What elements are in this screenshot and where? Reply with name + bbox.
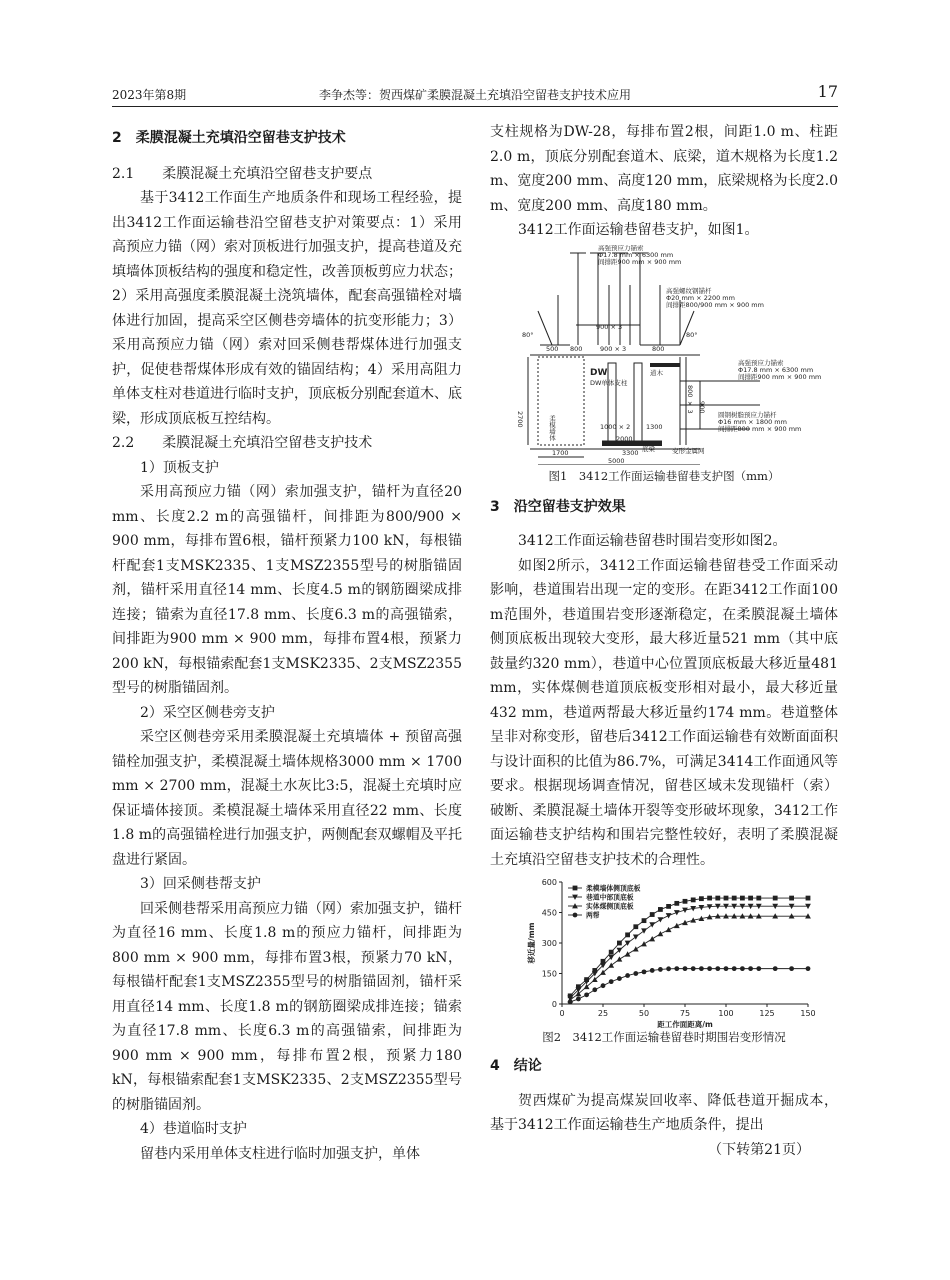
- label: 道木: [650, 368, 663, 377]
- section-2-heading: 2 柔膜混凝土充填沿空留巷支护技术: [112, 130, 346, 146]
- data-point: [617, 941, 622, 946]
- paragraph: 贺西煤矿为提高煤炭回收率、降低巷道开掘成本，基于3412工作面运输巷生产地质条件，提出: [490, 1092, 838, 1133]
- data-point: [674, 966, 679, 971]
- label: 间排距800/900 mm × 900 mm: [666, 300, 764, 309]
- label: 2000: [616, 434, 633, 443]
- subheading-goaf: 2）采空区侧巷旁支护: [140, 704, 275, 721]
- x-tick-label: 100: [718, 1009, 734, 1018]
- data-point: [573, 886, 578, 891]
- data-point: [625, 973, 630, 978]
- section-2-1-heading: 2.1 柔膜混凝土充填沿空留巷支护要点: [112, 165, 373, 182]
- label: 500: [546, 344, 559, 353]
- paragraph: 采用高预应力锚（网）索加强支护，锚杆为直径20 mm、长度2.2 m的高强锚杆，间排距为800/900 × 900 mm，每排布置6根，锚杆预紧力100 kN，每根锚杆配套1支MSK2335、1支MSZ2355型号的树脂锚固剂，锚杆采用直径14 mm、长度4.5 m的钢筋圈梁成排连接；锚索为直径17.8 mm、长度6.3 m的高强锚索，间排距为900 mm × 900 mm，每排布置4根，预紧力200 kN，每根锚索配套1支MSK2335、2支MSZ2355型号的树脂锚固剂。: [112, 484, 462, 696]
- label: 800 × 3: [686, 384, 694, 414]
- x-tick-label: 75: [679, 1009, 691, 1018]
- data-point: [576, 997, 581, 1002]
- label: 800: [570, 344, 583, 353]
- subheading-temp: 4）巷道临时支护: [140, 1121, 247, 1137]
- data-point: [568, 1000, 573, 1005]
- data-point: [584, 992, 589, 997]
- continued-note: （下转第21页）: [708, 1141, 810, 1158]
- running-header: [112, 82, 838, 106]
- label: 变形金属网: [672, 446, 705, 455]
- label: 高强螺纹钢锚杆: [666, 286, 712, 295]
- figure-2-caption: 图2 3412工作面运输巷留巷时期围岩变形情况: [542, 1030, 786, 1044]
- y-tick-label: 150: [541, 969, 557, 979]
- legend-label: 实体煤侧顶底板: [586, 902, 634, 911]
- data-point: [633, 924, 638, 929]
- label: DW单体支柱: [590, 378, 628, 387]
- data-point: [732, 896, 737, 901]
- data-point: [625, 951, 631, 956]
- data-point: [773, 966, 778, 971]
- section-2-2-heading: 2.2 柔膜混凝土充填沿空留巷支护技术: [112, 435, 373, 451]
- data-point: [658, 967, 663, 972]
- data-point: [641, 928, 647, 933]
- label: 间排距800 mm × 900 mm: [718, 424, 802, 433]
- dw-prop-b: [634, 363, 642, 441]
- data-point: [724, 896, 729, 901]
- y-tick-label: 600: [541, 878, 557, 887]
- data-point: [724, 966, 729, 971]
- label: 间排距900 mm × 900 mm: [598, 257, 682, 266]
- data-point: [633, 946, 639, 951]
- data-point: [756, 896, 761, 901]
- data-point: [658, 917, 664, 922]
- data-point: [617, 956, 623, 961]
- data-point: [707, 896, 712, 901]
- data-point: [592, 987, 597, 992]
- label: 80°: [522, 330, 534, 339]
- figure-2-deformation-chart: [490, 876, 838, 1028]
- data-point: [666, 927, 672, 932]
- data-point: [674, 910, 680, 915]
- y-axis-title: 移近量/mm: [527, 922, 536, 964]
- x-axis-title: 距工作面距离/m: [657, 1020, 713, 1028]
- data-point: [649, 936, 655, 941]
- label: 3300: [622, 448, 639, 457]
- label: 1300: [646, 422, 663, 431]
- label: 900 × 3: [600, 344, 627, 353]
- subheading-rib: 3）回采侧巷帮支护: [140, 876, 261, 892]
- data-point: [642, 918, 647, 923]
- x-tick-label: 50: [638, 1009, 650, 1018]
- label: 1000 × 2: [600, 422, 631, 431]
- data-point: [650, 968, 655, 973]
- data-point: [773, 896, 778, 901]
- x-tick-label: 150: [800, 1009, 816, 1018]
- data-point: [691, 966, 696, 971]
- article-running-title: 李争杰等：贺西煤矿柔膜混凝土充填沿空留巷支护技术应用: [318, 88, 631, 102]
- y-tick-label: 300: [541, 939, 557, 948]
- data-point: [642, 969, 647, 974]
- data-point: [707, 966, 712, 971]
- label: 底梁: [642, 444, 655, 453]
- data-point: [732, 966, 737, 971]
- legend-label: 柔模墙体侧顶底板: [586, 884, 641, 893]
- data-point: [740, 966, 745, 971]
- data-point: [691, 897, 696, 902]
- figure-1-support-diagram: [490, 245, 838, 465]
- section-4-heading: 4 结论: [490, 1058, 542, 1074]
- series-line: [570, 898, 808, 996]
- label: 900 × 3: [596, 322, 623, 331]
- label: Φ17.8 mm × 6300 mm: [598, 250, 674, 259]
- label: 高强预应力锚索: [738, 358, 784, 367]
- data-point: [641, 941, 647, 946]
- x-tick-label: 125: [759, 1009, 775, 1018]
- label: 圆钢树脂预应力锚杆: [718, 410, 777, 419]
- data-point: [683, 966, 688, 971]
- label: Φ16 mm × 1800 mm: [718, 417, 787, 426]
- data-point: [699, 896, 704, 901]
- subheading-roof: 1）顶板支护: [140, 459, 219, 476]
- data-point: [633, 935, 639, 940]
- data-point: [608, 962, 614, 967]
- x-tick-label: 0: [559, 1009, 565, 1018]
- right-column: [490, 120, 838, 1162]
- paragraph: 采空区侧巷旁采用柔膜混凝土充填墙体 + 预留高强锚栓加强支护，柔模混凝土墙体规格3000 mm × 1700 mm × 2700 mm，混凝土水灰比3:5，混凝土充填时应保证墙体接顶。柔模混凝土墙体采用直径22 mm、长度1.8 m的高强锚栓进行加强支护，两侧配套双螺帽及平托盘进行紧固。: [112, 729, 462, 868]
- data-point: [806, 966, 811, 971]
- section-3-heading: 3 沿空留巷支护效果: [490, 498, 626, 515]
- label: 80°: [686, 330, 698, 339]
- label: 高强预应力锚索: [598, 244, 644, 252]
- data-point: [601, 983, 606, 988]
- data-point: [699, 966, 704, 971]
- label: 900: [698, 400, 706, 413]
- data-point: [666, 904, 671, 909]
- paragraph: 回采侧巷帮采用高预应力锚（网）索加强支护，锚杆为直径16 mm、长度1.8 m的预应力锚杆，间排距为800 mm × 900 mm，每排布置3根，预紧力70 kN，每根锚杆配套1支MSZ2355型号的树脂锚固剂，锚杆采用直径14 mm、长度1.8 m的钢筋圈梁成排连接；锚索为直径17.8 mm、长度6.3 m的高强锚索，间排距为900 mm × 900 mm，每排布置2根，预紧力180 kN，每根锚索配套1支MSK2335、2支MSZ2355型号的树脂锚固剂。: [112, 900, 462, 1113]
- data-point: [789, 896, 794, 901]
- label: 间排距900 mm × 900 mm: [738, 372, 822, 381]
- data-point: [633, 971, 638, 976]
- paragraph: 基于3412工作面生产地质条件和现场工程经验，提出3412工作面运输巷沿空留巷支护对策要点：1）采用高预应力锚（网）索对顶板进行加强支护，提高巷道及充填墙体顶板结构的强度和稳定性，改善顶板剪应力状态；2）采用高强度柔膜混凝土浇筑墙体，配套高强锚栓对墙体进行加固，提高采空区侧巷旁墙体的抗变形能力；3）采用高预应力锚（网）索对回采侧巷帮煤体进行加强支护，促使巷帮煤体形成有效的锚固结构；4）采用高阻力单体支柱对巷道进行临时支护，顶底板分别配套道木、底梁，形成顶底板互控结构。: [112, 190, 462, 427]
- label: 800: [652, 344, 665, 353]
- data-point: [806, 896, 811, 901]
- paragraph: 如图2所示，3412工作面运输巷留巷受工作面采动影响，巷道围岩出现一定的变形。在距3412工作面100 m范围外，巷道围岩变形逐渐稳定，在柔膜混凝土墙体侧顶底板出现较大变形，最大移近量521 mm（其中底鼓量约320 mm），巷道中心位置顶底板最大移近量481 mm，实体煤侧巷道顶底板变形相对最小，最大移近量432 mm，巷道两帮最大移近量约174 mm。巷道整体呈非对称变形，留巷后3412工作面运输巷有效断面面积与设计面积的比值为86.7%，可满足3414工作面通风等要求。根据现场调查情况，留巷区域未发现锚杆（索）破断、柔膜混凝土墙体开裂等变形破坏现象，3412工作面运输巷支护结构和围岩完整性较好，表明了柔膜混凝土充填沿空留巷支护技术的合理性。: [490, 557, 838, 868]
- label: 1700: [552, 448, 569, 457]
- data-point: [650, 912, 655, 917]
- label: DW: [590, 367, 608, 378]
- y-tick-label: 0: [551, 1000, 557, 1009]
- data-point: [649, 922, 655, 927]
- data-point: [625, 932, 630, 937]
- page-number: 17: [817, 82, 838, 101]
- data-point: [748, 966, 753, 971]
- label: 柔模墙体: [548, 414, 556, 441]
- paragraph: 留巷内采用单体支柱进行临时加强支护，单体: [140, 1145, 420, 1162]
- data-point: [789, 966, 794, 971]
- label: 2700: [516, 410, 524, 428]
- data-point: [715, 966, 720, 971]
- data-point: [573, 913, 578, 918]
- data-point: [715, 896, 720, 901]
- paragraph: 3412工作面运输巷留巷时围岩变形如图2。: [518, 533, 787, 549]
- issue-label: 2023年第8期: [112, 88, 187, 102]
- left-column: [112, 120, 462, 1166]
- data-point: [658, 931, 664, 936]
- header-rule: [112, 106, 838, 107]
- y-tick-label: 450: [541, 908, 557, 918]
- label: 5000: [608, 456, 625, 465]
- data-point: [666, 966, 671, 971]
- daomu-block: [650, 363, 680, 367]
- data-point: [740, 896, 745, 901]
- legend-label: 巷道中部顶底板: [586, 893, 634, 902]
- label: Φ17.8 mm × 6300 mm: [738, 365, 814, 374]
- figure-1-caption: 图1 3412工作面运输巷留巷支护图（mm）: [548, 468, 780, 483]
- data-point: [609, 950, 614, 955]
- data-point: [674, 901, 679, 906]
- legend-label: 两帮: [586, 911, 600, 920]
- data-point: [683, 899, 688, 904]
- series-line: [570, 969, 808, 1002]
- data-point: [617, 976, 622, 981]
- data-point: [674, 923, 680, 928]
- data-point: [609, 979, 614, 984]
- data-point: [748, 896, 753, 901]
- data-point: [658, 907, 663, 912]
- data-point: [756, 966, 761, 971]
- paragraph: 支柱规格为DW-28，每排布置2根，间距1.0 m、柱距2.0 m，顶底分别配套道木、底梁，道木规格为长度1.2 m、宽度200 mm、高度120 mm，底梁规格为长度2.0 m、宽度200 mm、高度180 mm。: [490, 124, 838, 214]
- data-point: [666, 913, 672, 918]
- label: Φ20 mm × 2200 mm: [666, 293, 735, 302]
- paragraph: 3412工作面运输巷留巷支护，如图1。: [518, 222, 759, 238]
- x-tick-label: 25: [597, 1009, 609, 1018]
